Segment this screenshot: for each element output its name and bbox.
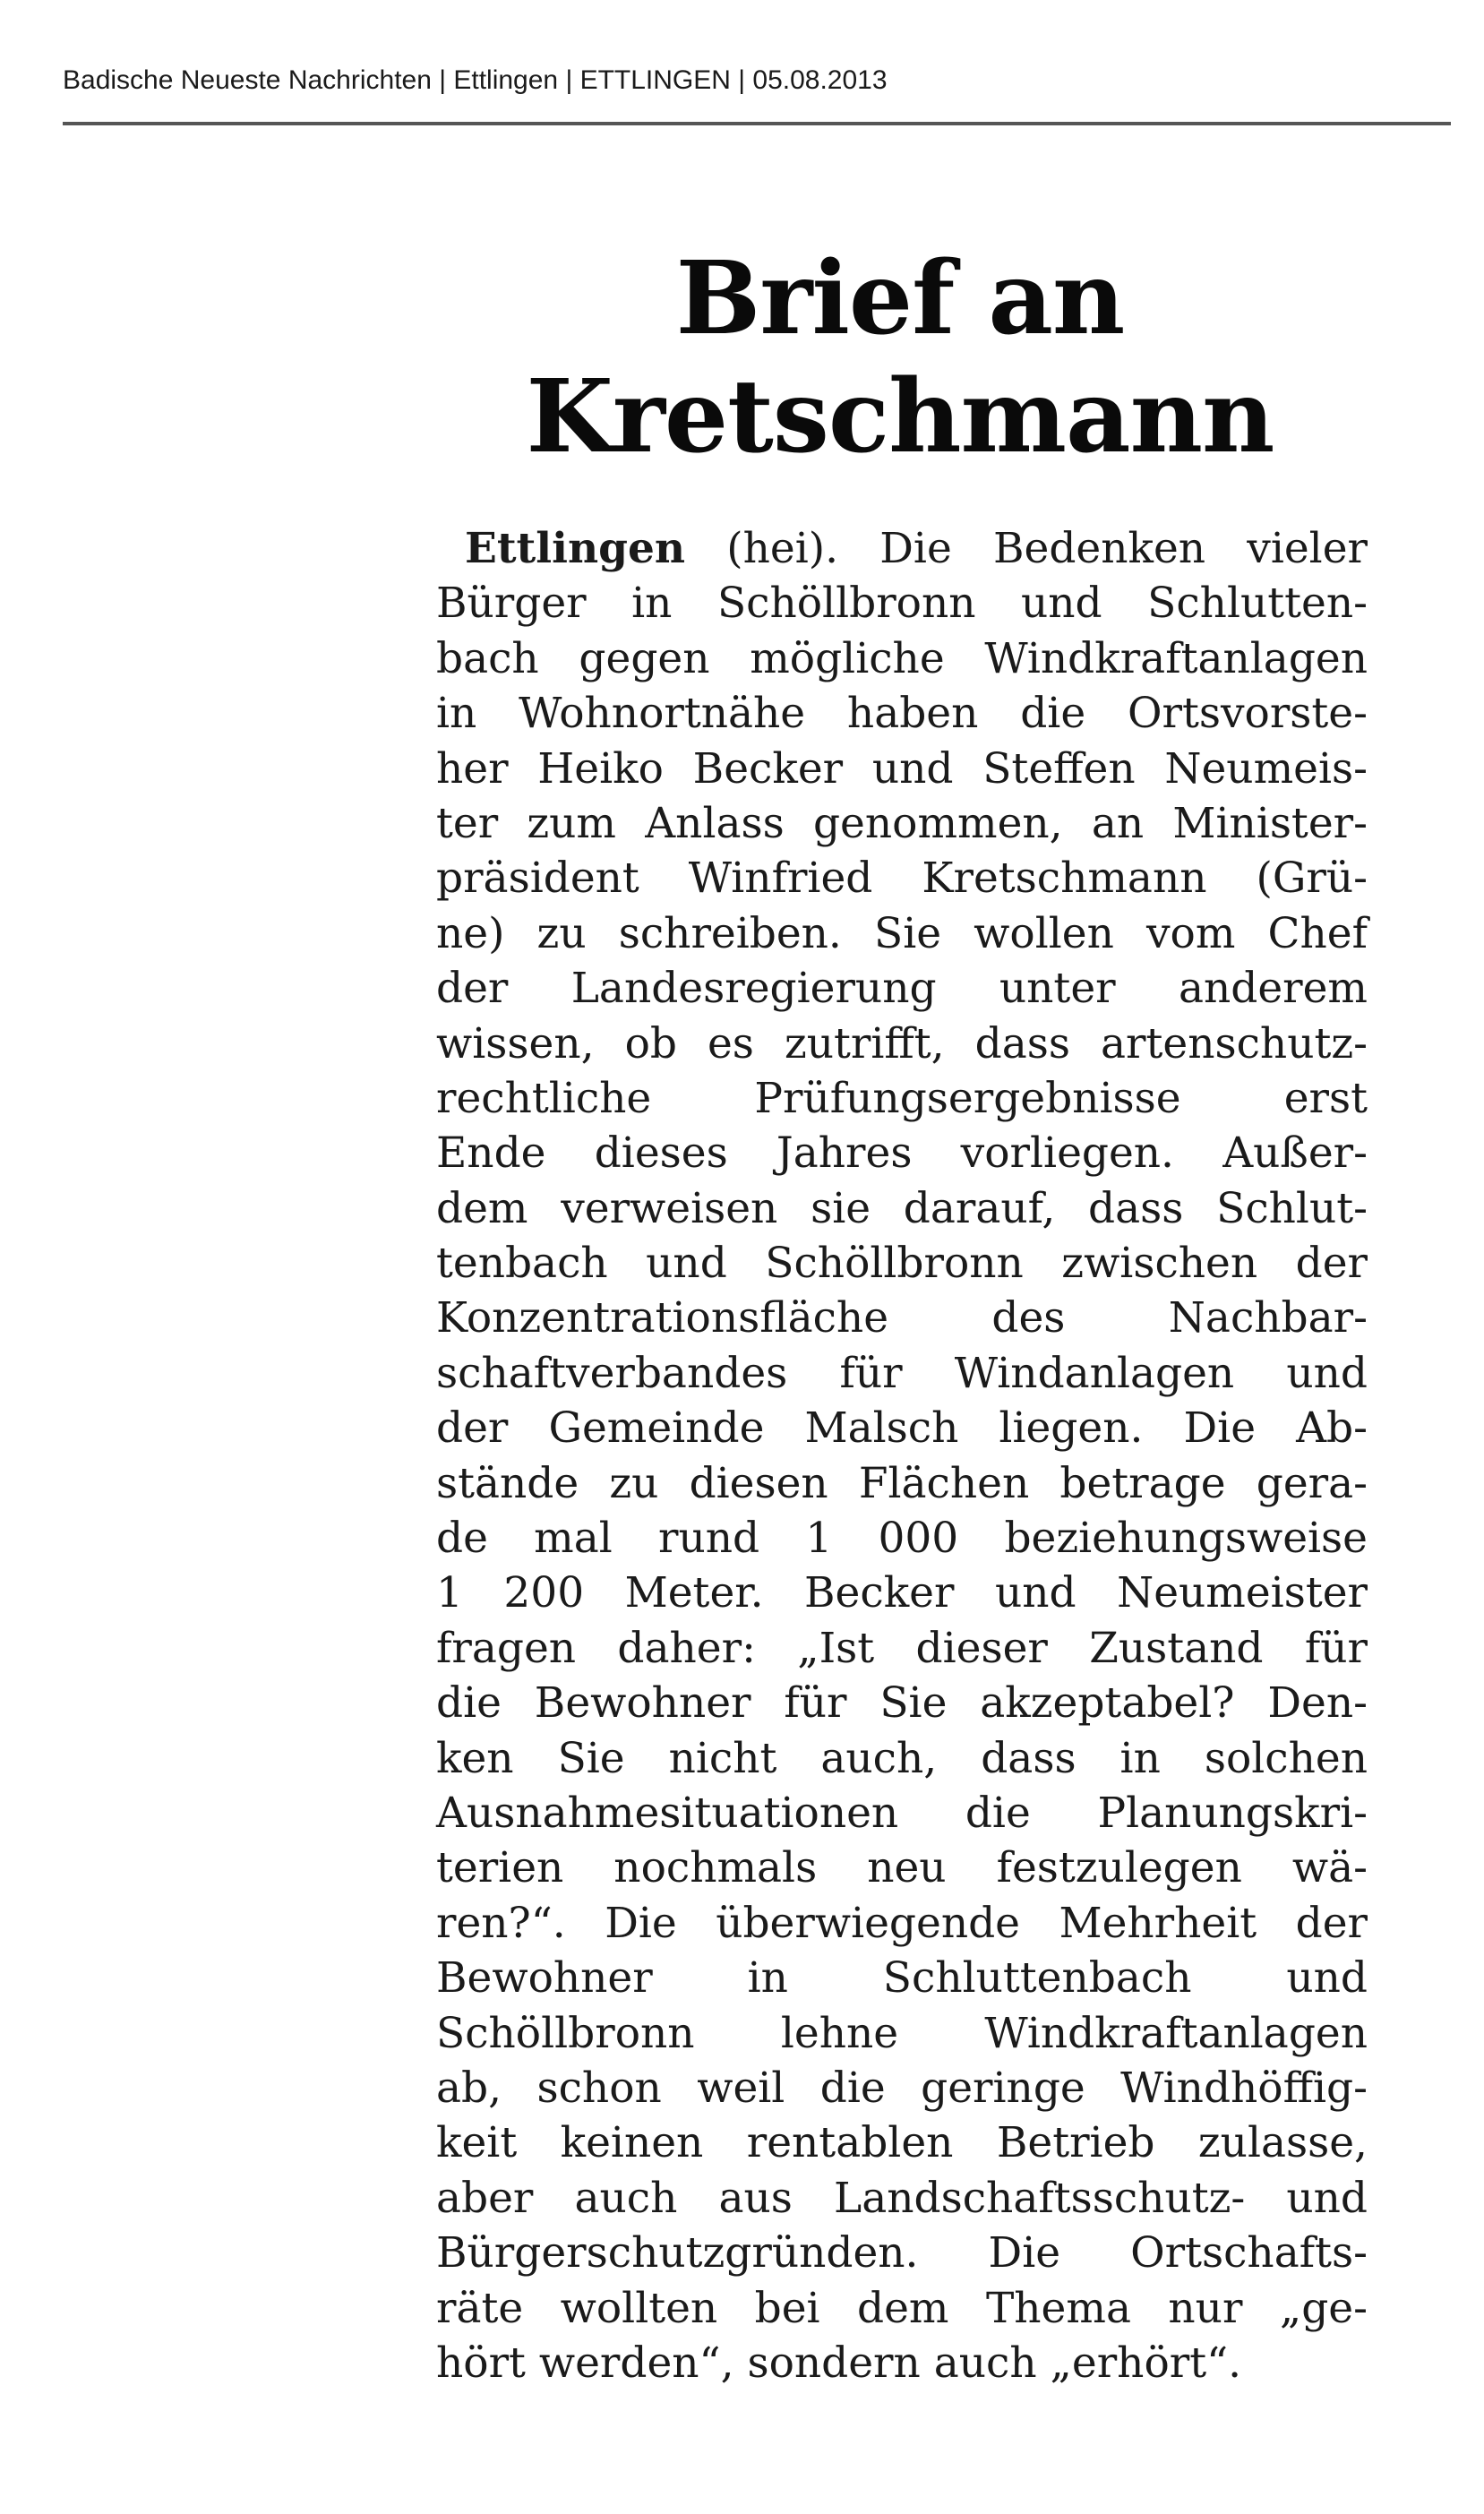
body-line: dem verweisen sie darauf, dass Schlut-	[436, 1183, 1368, 1233]
body-line: hört werden“, sondern auch „erhört“.	[436, 2338, 1242, 2388]
body-line: fragen daher: „Ist dieser Zustand für	[436, 1623, 1368, 1673]
body-line: schaftverbandes für Windanlagen und	[436, 1348, 1368, 1398]
body-line: Bürger in Schöllbronn und Schlutten-	[436, 579, 1368, 629]
body-line: her Heiko Becker und Steffen Neumeis-	[436, 743, 1368, 794]
body-line	[436, 521, 1368, 576]
body-line: ren?“. Die überwiegende Mehrheit der	[436, 1898, 1368, 1948]
body-line: Konzentrationsfläche des Nachbar-	[436, 1293, 1368, 1343]
body-line: Ausnahmesituationen die Planungskri-	[436, 1788, 1368, 1838]
body-line: de mal rund 1 000 beziehungsweise	[436, 1514, 1368, 1564]
body-line: terien nochmals neu festzulegen wä-	[436, 1843, 1368, 1893]
body-line: stände zu diesen Flächen betrage gera-	[436, 1458, 1368, 1508]
article-headline	[430, 240, 1370, 476]
article-body	[436, 521, 1368, 2390]
body-line: räte wollten bei dem Thema nur „ge-	[436, 2283, 1368, 2333]
body-line: ter zum Anlass genommen, an Minister-	[436, 798, 1368, 848]
body-line: rechtliche Prüfungsergebnisse erst	[436, 1073, 1368, 1123]
body-line: Bewohner in Schluttenbach und	[436, 1953, 1368, 2003]
headline-line-1: Brief an	[675, 240, 1125, 357]
body-line: der Landesregierung unter anderem	[436, 964, 1368, 1014]
headline-line-2: Kretschmann	[526, 358, 1274, 476]
body-line: ab, schon weil die geringe Windhöffig-	[436, 2063, 1368, 2113]
body-line: ne) zu schreiben. Sie wollen vom Chef	[436, 908, 1368, 958]
source-line: Badische Neueste Nachrichten | Ettlingen | ETTLINGEN | 05.08.2013	[63, 65, 888, 95]
body-line: Ende dieses Jahres vorliegen. Außer-	[436, 1128, 1368, 1179]
dateline: Ettlingen	[465, 524, 686, 573]
body-line: 1 200 Meter. Becker und Neumeister	[436, 1568, 1368, 1618]
body-line: aber auch aus Landschaftsschutz- und	[436, 2173, 1368, 2223]
body-line-text: (hei). Die Bedenken vieler	[685, 524, 1368, 573]
body-line: Schöllbronn lehne Windkraftanlagen	[436, 2008, 1368, 2058]
body-line: der Gemeinde Malsch liegen. Die Ab-	[436, 1403, 1368, 1454]
header-divider	[63, 122, 1451, 125]
body-line: in Wohnortnähe haben die Ortsvorste-	[436, 689, 1368, 739]
body-line: bach gegen mögliche Windkraftanlagen	[436, 633, 1368, 683]
body-line: Bürgerschutzgründen. Die Ortschafts-	[436, 2228, 1368, 2278]
body-line: ken Sie nicht auch, dass in solchen	[436, 1733, 1368, 1783]
source-header	[63, 54, 1451, 125]
body-line: präsident Winfried Kretschmann (Grü-	[436, 854, 1368, 904]
body-line: wissen, ob es zutrifft, dass artenschutz-	[436, 1018, 1368, 1068]
body-line: tenbach und Schöllbronn zwischen der	[436, 1239, 1368, 1289]
body-line: keit keinen rentablen Betrieb zulasse,	[436, 2118, 1368, 2168]
body-line: die Bewohner für Sie akzeptabel? Den-	[436, 1678, 1368, 1729]
